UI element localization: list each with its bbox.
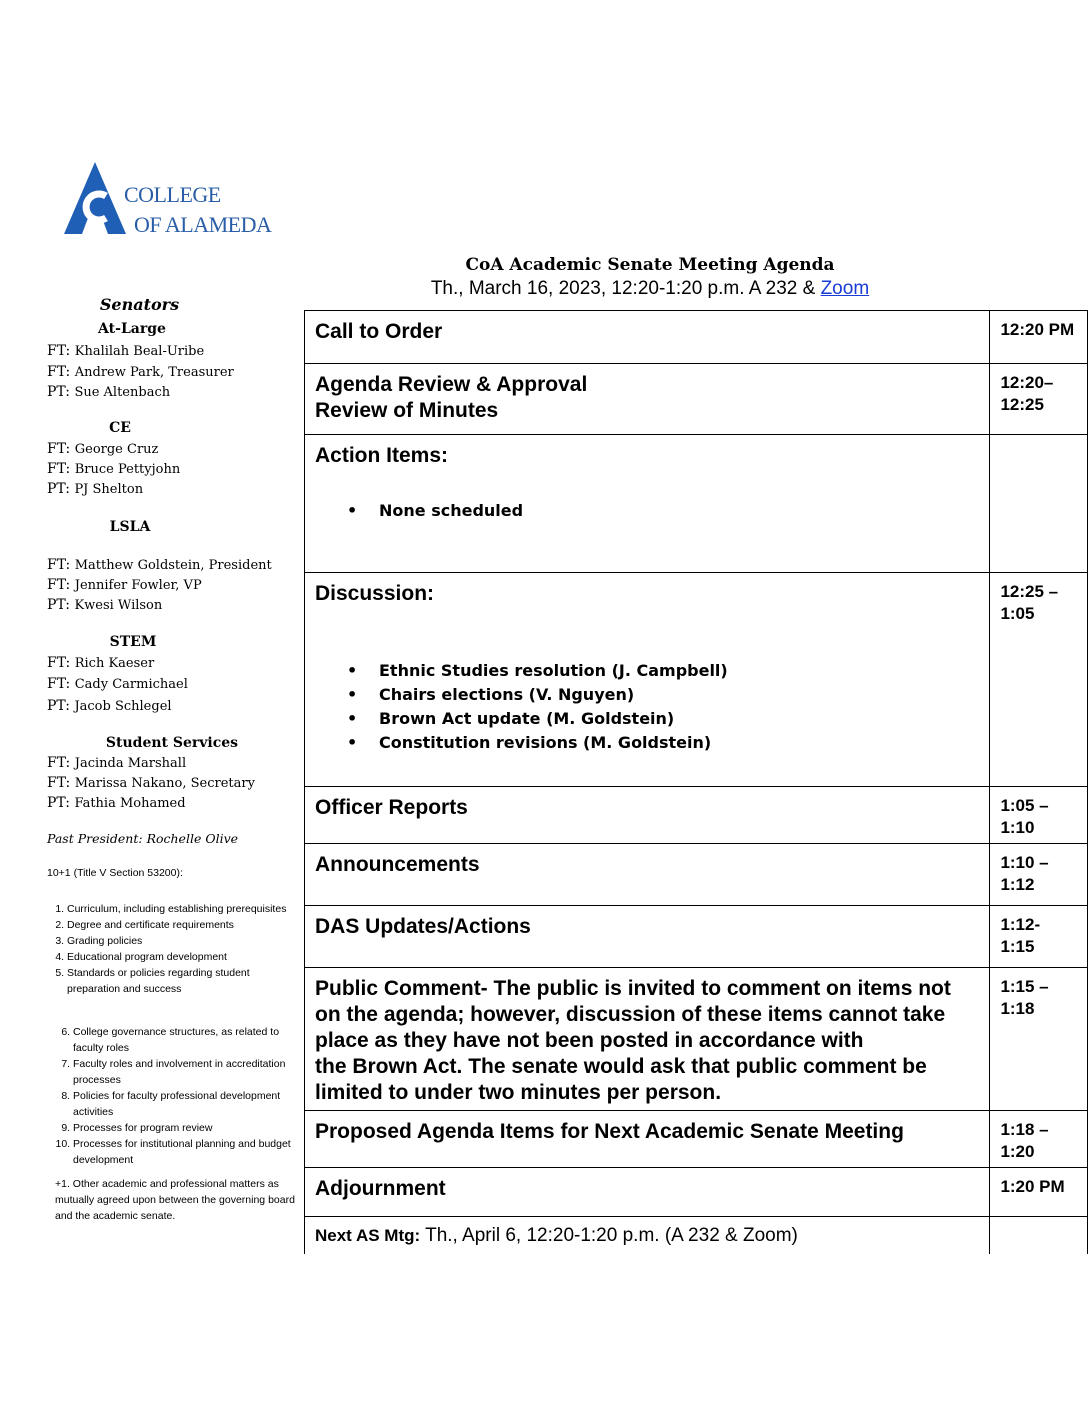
ten-plus-one-list-a xyxy=(47,901,302,997)
senator-name: Khalilah Beal-Uribe xyxy=(74,344,205,359)
agenda-row-proposed-items xyxy=(305,1111,1088,1168)
college-logo xyxy=(62,160,272,240)
list-item: 5. Standards or policies regarding student preparation and success xyxy=(67,965,302,997)
senator-name: Fathia Mohamed xyxy=(74,796,186,811)
senator-entry xyxy=(47,676,188,692)
agenda-item-time: 1:05 xyxy=(1000,604,1035,623)
agenda-item-time: 1:05 – xyxy=(1000,796,1049,815)
senator-type: FT: xyxy=(47,343,71,359)
agenda-row-call-to-order xyxy=(305,311,1088,364)
senator-type: PT: xyxy=(47,698,70,714)
senator-entry xyxy=(47,384,170,400)
next-meeting xyxy=(315,1225,979,1247)
past-president: Past President: Rochelle Olive xyxy=(47,831,239,846)
agenda-item-time: 1:18 xyxy=(1000,999,1035,1018)
senator-type: FT: xyxy=(47,655,71,671)
group-student-services: Student Services xyxy=(105,735,239,751)
senator-entry xyxy=(47,795,186,811)
senator-type: PT: xyxy=(47,481,70,497)
list-item: • None scheduled xyxy=(315,499,979,523)
logo-text-college: COLLEGE xyxy=(124,182,221,207)
list-item: 6. College governance structures, as related to faculty roles xyxy=(73,1024,305,1056)
list-item: 10. Processes for institutional planning and budget development xyxy=(73,1136,305,1168)
agenda-item-label: Officer Reports xyxy=(315,796,468,819)
agenda-item-time: 12:20 PM xyxy=(1000,320,1075,339)
senator-name: Marissa Nakano, Secretary xyxy=(74,776,255,791)
senator-entry xyxy=(47,461,180,477)
senator-name: Matthew Goldstein, President xyxy=(74,558,272,573)
agenda-row-announcements xyxy=(305,844,1088,906)
list-item: • Chairs elections (V. Nguyen) xyxy=(315,683,979,707)
senator-entry xyxy=(47,364,234,380)
senator-name: Bruce Pettyjohn xyxy=(74,462,181,477)
college-logo-icon xyxy=(62,160,128,236)
senator-type: PT: xyxy=(47,795,70,811)
group-at-large: At-Large xyxy=(98,321,166,337)
senator-name: PJ Shelton xyxy=(74,482,144,497)
discussion-list xyxy=(315,659,979,755)
senator-name: Kwesi Wilson xyxy=(74,598,163,613)
group-ce: CE xyxy=(109,420,131,436)
zoom-link[interactable]: Zoom xyxy=(820,278,870,299)
agenda-item-time: 1:12 xyxy=(1000,875,1035,894)
agenda-row-discussion xyxy=(305,573,1088,787)
senator-type: FT: xyxy=(47,676,71,692)
agenda-item-time: 12:20– xyxy=(1000,373,1054,392)
list-item: • Constitution revisions (M. Goldstein) xyxy=(315,731,979,755)
senator-name: Jennifer Fowler, VP xyxy=(74,578,202,593)
senator-type: FT: xyxy=(47,461,71,477)
senator-name: Sue Altenbach xyxy=(74,385,171,400)
agenda-item-time: 1:12- xyxy=(1000,915,1041,934)
list-item: 3. Grading policies xyxy=(67,933,302,949)
agenda-row-adjournment xyxy=(305,1168,1088,1217)
senator-entry xyxy=(47,481,143,497)
group-stem: STEM xyxy=(109,634,157,650)
agenda-item-label: Action Items: xyxy=(315,444,449,467)
senator-entry xyxy=(47,577,202,593)
senator-entry xyxy=(47,775,255,791)
senator-type: PT: xyxy=(47,597,70,613)
senator-name: Rich Kaeser xyxy=(74,656,155,671)
agenda-item-label: Discussion: xyxy=(315,582,435,605)
senator-entry xyxy=(47,343,204,359)
senator-name: George Cruz xyxy=(74,442,159,457)
public-comment-line: place as they have not been posted in accordance with xyxy=(315,1029,864,1052)
agenda-item-label: Call to Order xyxy=(315,320,443,343)
senator-name: Cady Carmichael xyxy=(74,677,188,692)
agenda-item-time: 1:10 xyxy=(1000,818,1035,837)
logo-text-of-alameda: OF ALAMEDA xyxy=(134,212,272,237)
list-item: 9. Processes for program review xyxy=(73,1120,305,1136)
list-item: • Brown Act update (M. Goldstein) xyxy=(315,707,979,731)
senator-entry xyxy=(47,557,272,573)
senator-type: FT: xyxy=(47,577,71,593)
list-item: 1. Curriculum, including establishing prerequisites xyxy=(67,901,302,917)
senators-heading: Senators xyxy=(99,295,180,314)
agenda-row-action-items xyxy=(305,435,1088,573)
agenda-item-label: Agenda Review & Approval xyxy=(315,373,588,396)
senator-name: Jacinda Marshall xyxy=(74,756,187,771)
agenda-item-time: 1:18 – xyxy=(1000,1120,1049,1139)
agenda-item-time: 1:20 PM xyxy=(1000,1177,1065,1196)
agenda-item-label: Review of Minutes xyxy=(315,399,499,422)
senator-type: FT: xyxy=(47,441,71,457)
agenda-item-label: Adjournment xyxy=(315,1177,446,1200)
senator-entry xyxy=(47,597,162,613)
meeting-date-location: Th., March 16, 2023, 12:20-1:20 p.m. A 232 & xyxy=(430,278,821,299)
senator-type: FT: xyxy=(47,557,71,573)
senator-entry xyxy=(47,655,154,671)
next-meeting-label: Next AS Mtg: xyxy=(315,1226,421,1245)
senator-name: Jacob Schlegel xyxy=(74,699,172,714)
agenda-item-time: 1:15 – xyxy=(1000,977,1049,996)
group-lsla: LSLA xyxy=(109,519,151,535)
agenda-item-time: 12:25 xyxy=(1000,395,1044,414)
agenda-item-time: 12:25 – xyxy=(1000,582,1059,601)
list-item: • Ethnic Studies resolution (J. Campbell) xyxy=(315,659,979,683)
public-comment-line: on the agenda; however, discussion of these items cannot take xyxy=(315,1003,946,1026)
agenda-row-das-updates xyxy=(305,906,1088,968)
list-item: 7. Faculty roles and involvement in accreditation processes xyxy=(73,1056,305,1088)
page-title: CoA Academic Senate Meeting Agenda xyxy=(465,255,835,275)
action-items-list xyxy=(315,499,979,523)
list-item: 2. Degree and certificate requirements xyxy=(67,917,302,933)
plus-one-note: +1. Other academic and professional matters as mutually agreed upon between the governing board and the academic senate. xyxy=(55,1178,295,1222)
agenda-row-public-comment xyxy=(305,968,1088,1111)
senator-type: FT: xyxy=(47,775,71,791)
list-item: 4. Educational program development xyxy=(67,949,302,965)
senator-type: PT: xyxy=(47,384,70,400)
title-v-heading: 10+1 (Title V Section 53200): xyxy=(47,867,183,879)
agenda-item-label: Proposed Agenda Items for Next Academic Senate Meeting xyxy=(315,1120,904,1143)
agenda-row-review xyxy=(305,364,1088,435)
public-comment-line: the Brown Act. The senate would ask that public comment be xyxy=(315,1055,927,1078)
senator-name: Andrew Park, Treasurer xyxy=(74,365,234,380)
list-item: 8. Policies for faculty professional development activities xyxy=(73,1088,305,1120)
agenda-table xyxy=(304,310,1088,1254)
senator-entry xyxy=(47,698,172,714)
agenda-item-time: 1:15 xyxy=(1000,937,1035,956)
agenda-item-time: 1:20 xyxy=(1000,1142,1035,1161)
ten-plus-one-list-b xyxy=(53,1024,305,1168)
agenda-item-label: Announcements xyxy=(315,853,480,876)
agenda-row-officer-reports xyxy=(305,787,1088,844)
agenda-item-time: 1:10 – xyxy=(1000,853,1049,872)
public-comment-line: Public Comment- The public is invited to comment on items not xyxy=(315,977,951,1000)
senator-entry xyxy=(47,755,186,771)
agenda-item-label: DAS Updates/Actions xyxy=(315,915,531,938)
senator-entry xyxy=(47,441,158,457)
senator-type: FT: xyxy=(47,755,71,771)
senator-type: FT: xyxy=(47,364,71,380)
next-meeting-details: Th., April 6, 12:20-1:20 p.m. (A 232 & Zoom) xyxy=(420,1225,798,1246)
public-comment-line: limited to under two minutes per person. xyxy=(315,1081,722,1104)
agenda-row-next-meeting xyxy=(305,1217,1088,1254)
meeting-subtitle xyxy=(304,278,996,300)
